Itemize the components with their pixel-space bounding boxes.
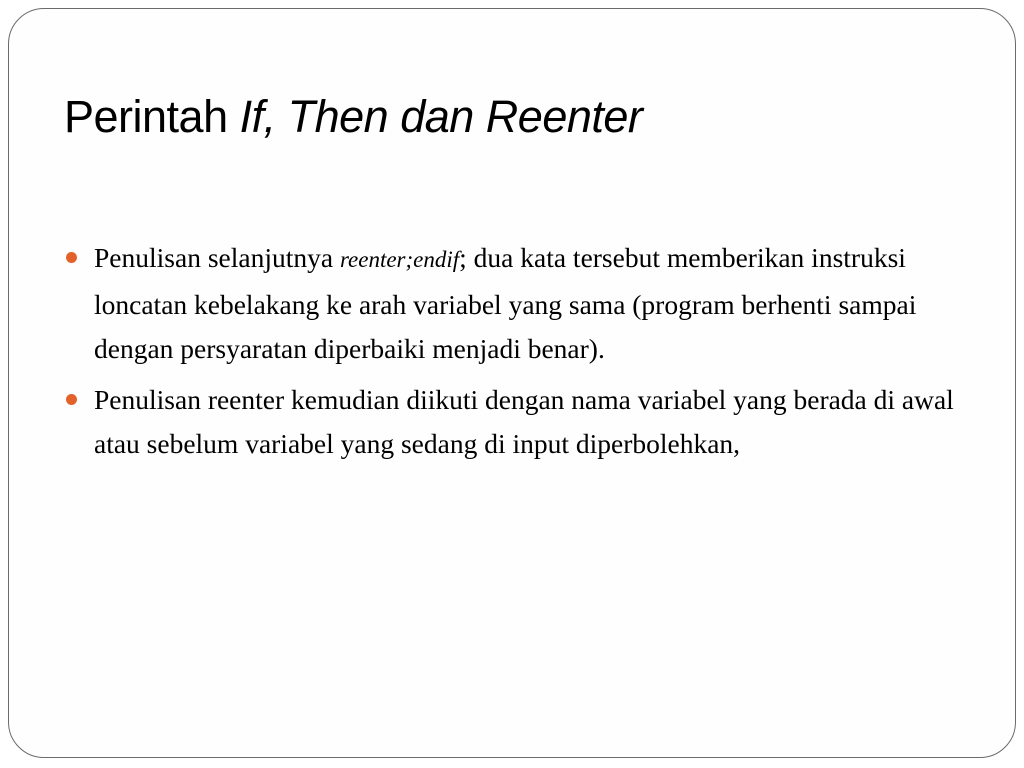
bullet-item-1 [63, 236, 983, 372]
bullet-dot-icon [66, 252, 77, 263]
bullet-list [63, 236, 983, 473]
bullet-1-italic-code: reenter;endif [339, 247, 460, 272]
bullet-2-text: Penulisan reenter kemudian diikuti dengan nama variabel yang berada di awal atau sebelum variabel yang sedang di input diperbolehkan, [94, 383, 954, 459]
title-italic-text: If, Then dan Reenter [239, 91, 643, 142]
slide-frame [8, 8, 1016, 758]
bullet-1-text-after: ; dua kata tersebut memberikan instruksi loncatan kebelakang ke arah variabel yang sama (program berhenti sampai dengan persyaratan diperbaiki menjadi benar). [94, 242, 917, 364]
bullet-dot-icon [66, 394, 77, 405]
slide-title [64, 89, 642, 145]
bullet-item-2 [63, 378, 983, 467]
title-plain-text: Perintah [64, 91, 240, 142]
bullet-1-text-before: Penulisan selanjutnya [94, 242, 340, 273]
